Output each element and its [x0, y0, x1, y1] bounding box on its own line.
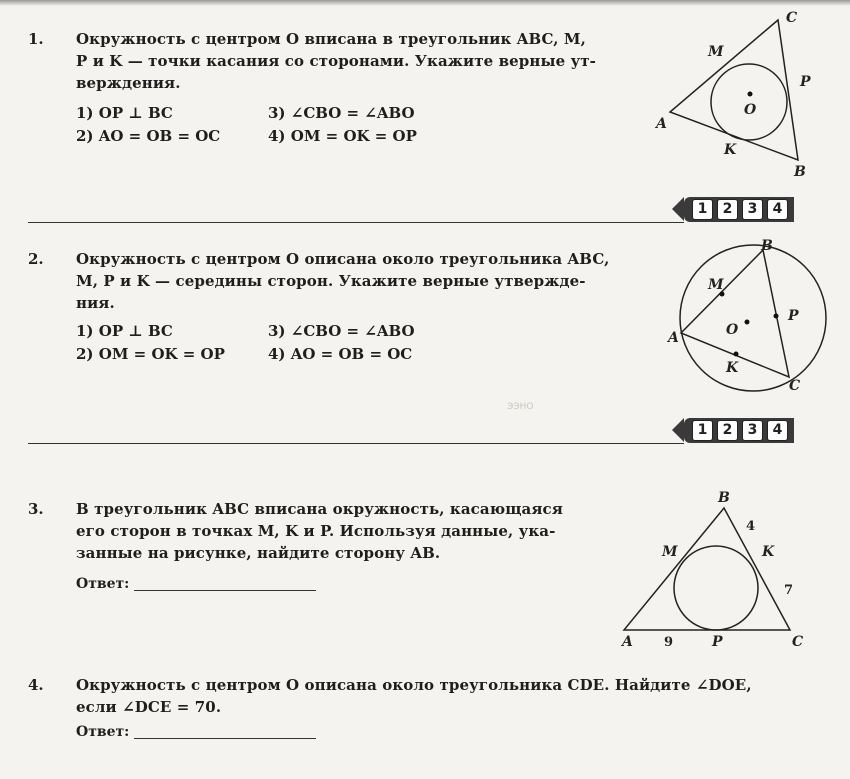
problem-4-line-1: Окружность с центром O описана около треугольника CDE. Найдите ∠DOE,: [76, 676, 752, 694]
problem-2-answer-grid: [684, 418, 794, 443]
problem-3-answer-field[interactable]: [134, 590, 316, 591]
problem-2-number: 2.: [28, 250, 44, 268]
problem-1-option-1: 1) OP ⊥ BC: [76, 104, 173, 122]
label-b: B: [761, 238, 773, 254]
divider-1: [28, 222, 684, 223]
label-p: P: [800, 74, 811, 90]
divider-2: [28, 443, 684, 444]
label-p: P: [788, 308, 799, 324]
problem-2-option-2: 2) OM = OK = OP: [76, 345, 225, 363]
label-c: C: [792, 634, 804, 650]
problem-3-text: [76, 498, 563, 564]
answer-choice-2[interactable]: 2: [717, 420, 738, 441]
problem-1-line-3: верждения.: [76, 74, 181, 92]
problem-1-option-3: 3) ∠CBO = ∠ABO: [268, 104, 415, 122]
problem-3-line-3: занные на рисунке, найдите сторону AB.: [76, 544, 441, 562]
problem-1-option-4: 4) OM = OK = OP: [268, 127, 417, 145]
answer-choice-4[interactable]: 4: [767, 420, 788, 441]
circumscribed-circle: [680, 245, 826, 391]
problem-1-figure: [650, 8, 840, 180]
label-a: A: [622, 634, 633, 650]
label-a: A: [656, 116, 667, 132]
label-m: M: [708, 44, 724, 60]
label-b: B: [718, 490, 730, 506]
problem-1-line-1: Окружность с центром O вписана в треугольник ABC, M,: [76, 30, 586, 48]
answer-choice-3[interactable]: 3: [742, 199, 763, 220]
problem-1-line-2: P и K — точки касания со сторонами. Укажите верные ут-: [76, 52, 596, 70]
segment-kc-length: 7: [784, 583, 794, 598]
problem-3-number: 3.: [28, 500, 44, 518]
top-shadow: [0, 0, 850, 6]
answer-choice-4[interactable]: 4: [767, 199, 788, 220]
answer-choice-3[interactable]: 3: [742, 420, 763, 441]
segment-bk-length: 4: [746, 519, 756, 534]
label-o: O: [744, 102, 757, 118]
label-m: M: [708, 277, 724, 293]
problem-2-line-2: M, P и K — середины сторон. Укажите верные утвержде-: [76, 272, 586, 290]
problem-1-number: 1.: [28, 30, 44, 48]
label-a: A: [668, 330, 679, 346]
problem-4-line-2: если ∠DCE = 70.: [76, 698, 222, 716]
problem-4-answer-field[interactable]: [134, 738, 316, 739]
label-c: C: [786, 10, 798, 26]
problem-4-answer-label: Ответ:: [76, 724, 130, 740]
problem-2-text: [76, 248, 609, 314]
label-c: C: [789, 378, 801, 394]
problem-2-option-3: 3) ∠CBO = ∠ABO: [268, 322, 415, 340]
center-point: [748, 92, 753, 97]
label-b: B: [794, 164, 806, 180]
triangle-abc: [681, 250, 789, 377]
problem-4-number: 4.: [28, 676, 44, 694]
problem-3-answer-label: Ответ:: [76, 576, 130, 592]
label-o: O: [726, 322, 739, 338]
label-k: K: [726, 360, 739, 376]
problem-3-line-2: его сторон в точках M, K и P. Используя данные, ука-: [76, 522, 556, 540]
midpoint-p: [774, 314, 779, 319]
center-point: [745, 320, 750, 325]
problem-2-line-1: Окружность с центром O описана около треугольника ABC,: [76, 250, 610, 268]
problem-3-figure: [612, 484, 822, 654]
problem-1-text: [76, 28, 596, 94]
watermark: ЭЭНО: [507, 402, 534, 412]
problem-2-option-1: 1) OP ⊥ BC: [76, 322, 173, 340]
label-k: K: [762, 544, 775, 560]
inscribed-circle: [674, 546, 758, 630]
label-p: P: [712, 634, 723, 650]
label-k: K: [724, 142, 737, 158]
problem-2-line-3: ния.: [76, 294, 115, 312]
triangle-abc: [670, 20, 798, 160]
segment-ap-length: 9: [664, 635, 674, 650]
problem-2-figure: [664, 238, 844, 398]
answer-choice-2[interactable]: 2: [717, 199, 738, 220]
problem-1-answer-grid: [684, 197, 794, 222]
midpoint-k: [734, 352, 739, 357]
problem-2-option-4: 4) AO = OB = OC: [268, 345, 413, 363]
problem-1-option-2: 2) AO = OB = OC: [76, 127, 221, 145]
triangle-abc: [624, 508, 790, 630]
answer-choice-1[interactable]: 1: [692, 199, 713, 220]
label-m: M: [662, 544, 678, 560]
problem-3-line-1: В треугольник ABC вписана окружность, касающаяся: [76, 500, 563, 518]
problem-4-text: [76, 674, 752, 718]
answer-choice-1[interactable]: 1: [692, 420, 713, 441]
